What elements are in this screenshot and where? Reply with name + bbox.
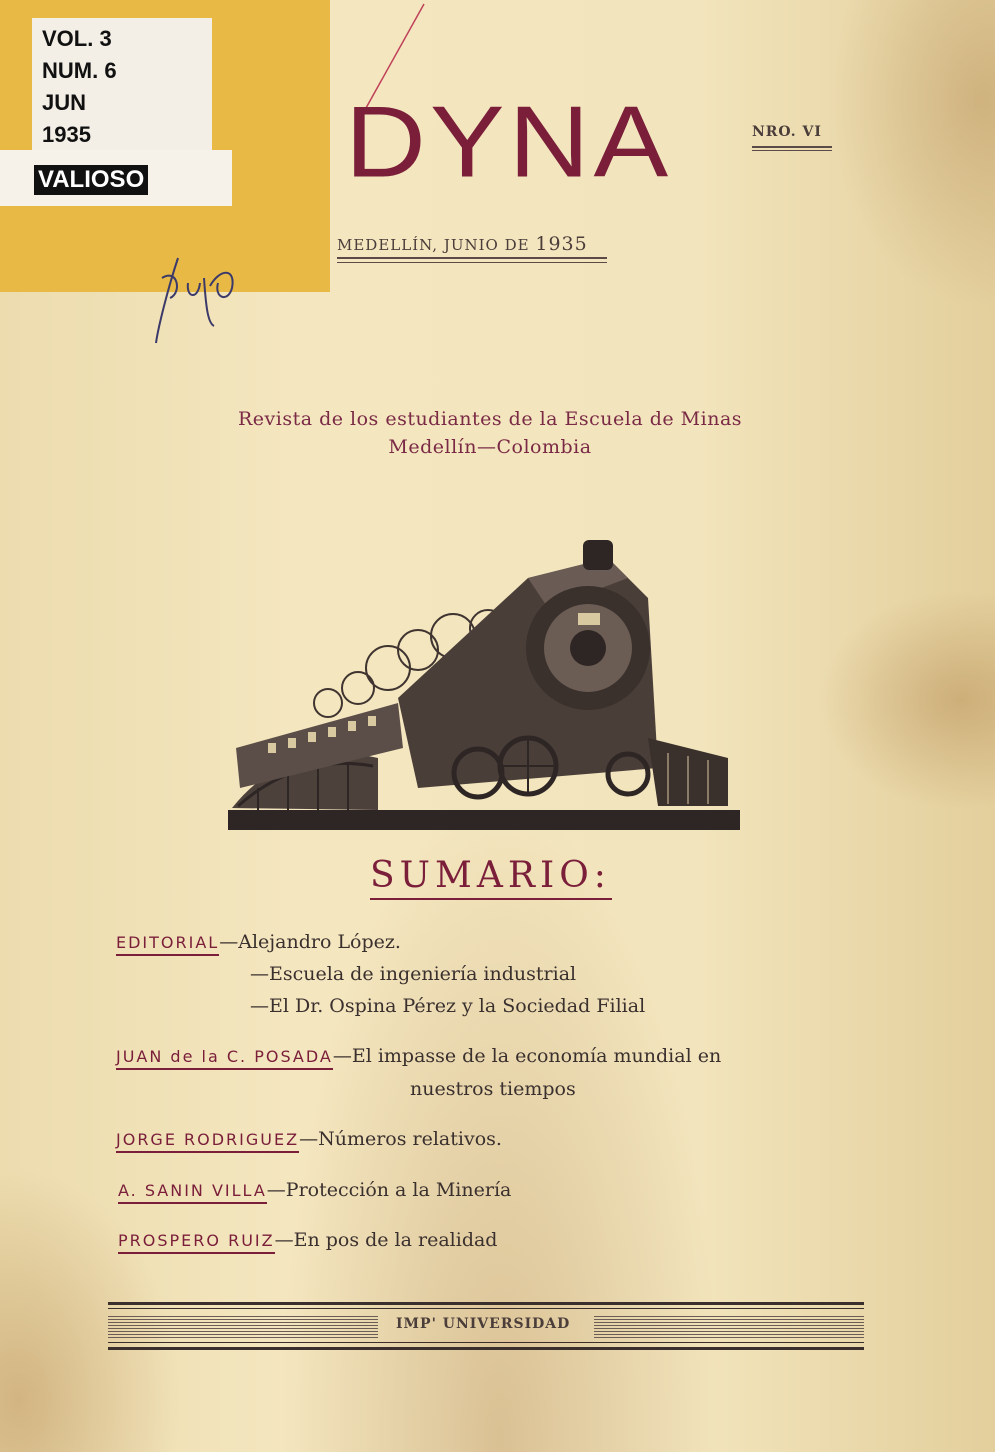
handwritten-signature bbox=[148, 238, 248, 348]
toc-entry-sanin bbox=[118, 1179, 511, 1201]
sticker-year: 1935 bbox=[42, 122, 91, 147]
sumario-heading: SUMARIO: bbox=[370, 855, 611, 896]
magazine-title: DYNA bbox=[345, 85, 673, 199]
toc-author: A. SANIN VILLA bbox=[118, 1181, 267, 1204]
issue-date bbox=[337, 233, 588, 255]
toc-entry-editorial-2 bbox=[250, 963, 576, 985]
subtitle-line-1: Revista de los estudiantes de la Escuela de Minas bbox=[237, 408, 743, 430]
toc-entry-ruiz bbox=[118, 1229, 497, 1251]
toc-title: —En pos de la realidad bbox=[274, 1229, 498, 1251]
sticker-volume: VOL. 3 bbox=[42, 26, 112, 51]
toc-entry-posada bbox=[116, 1045, 721, 1067]
subtitle-line-2: Medellín—Colombia bbox=[388, 436, 592, 458]
toc-entry-posada-cont bbox=[410, 1078, 576, 1100]
printer-footer bbox=[108, 1302, 864, 1350]
issue-number: NRO. VI bbox=[752, 124, 822, 140]
toc-author: EDITORIAL bbox=[116, 933, 219, 956]
locomotive-illustration bbox=[228, 538, 740, 832]
date-prefix: MEDELLÍN, JUNIO DE bbox=[337, 236, 530, 254]
toc-title: —El Dr. Ospina Pérez y la Sociedad Filial bbox=[250, 995, 646, 1017]
toc-author: PROSPERO RUIZ bbox=[118, 1231, 275, 1254]
toc-title: —Escuela de ingeniería industrial bbox=[250, 963, 577, 985]
toc-author: JORGE RODRIGUEZ bbox=[116, 1130, 299, 1153]
toc-entry-rodriguez bbox=[116, 1128, 502, 1150]
toc-author: JUAN de la C. POSADA bbox=[116, 1047, 333, 1070]
toc-entry-editorial bbox=[116, 931, 401, 953]
toc-title: —Protección a la Minería bbox=[266, 1179, 512, 1201]
sticker-month: JUN bbox=[42, 90, 87, 115]
valioso-badge: VALIOSO bbox=[34, 165, 148, 195]
toc-title: —El impasse de la economía mundial en bbox=[332, 1045, 722, 1067]
toc-title: —Alejandro López. bbox=[219, 931, 401, 953]
sticker-number: NUM. 6 bbox=[42, 58, 117, 83]
date-rule bbox=[337, 257, 607, 263]
toc-title: —Números relativos. bbox=[299, 1128, 502, 1150]
printer-name: IMP' UNIVERSIDAD bbox=[396, 1316, 571, 1332]
issue-rule bbox=[752, 146, 832, 151]
date-year: 1935 bbox=[535, 233, 588, 255]
toc-entry-editorial-3 bbox=[250, 995, 645, 1017]
toc-title-continuation: nuestros tiempos bbox=[410, 1078, 576, 1100]
sumario-underline bbox=[370, 898, 612, 900]
